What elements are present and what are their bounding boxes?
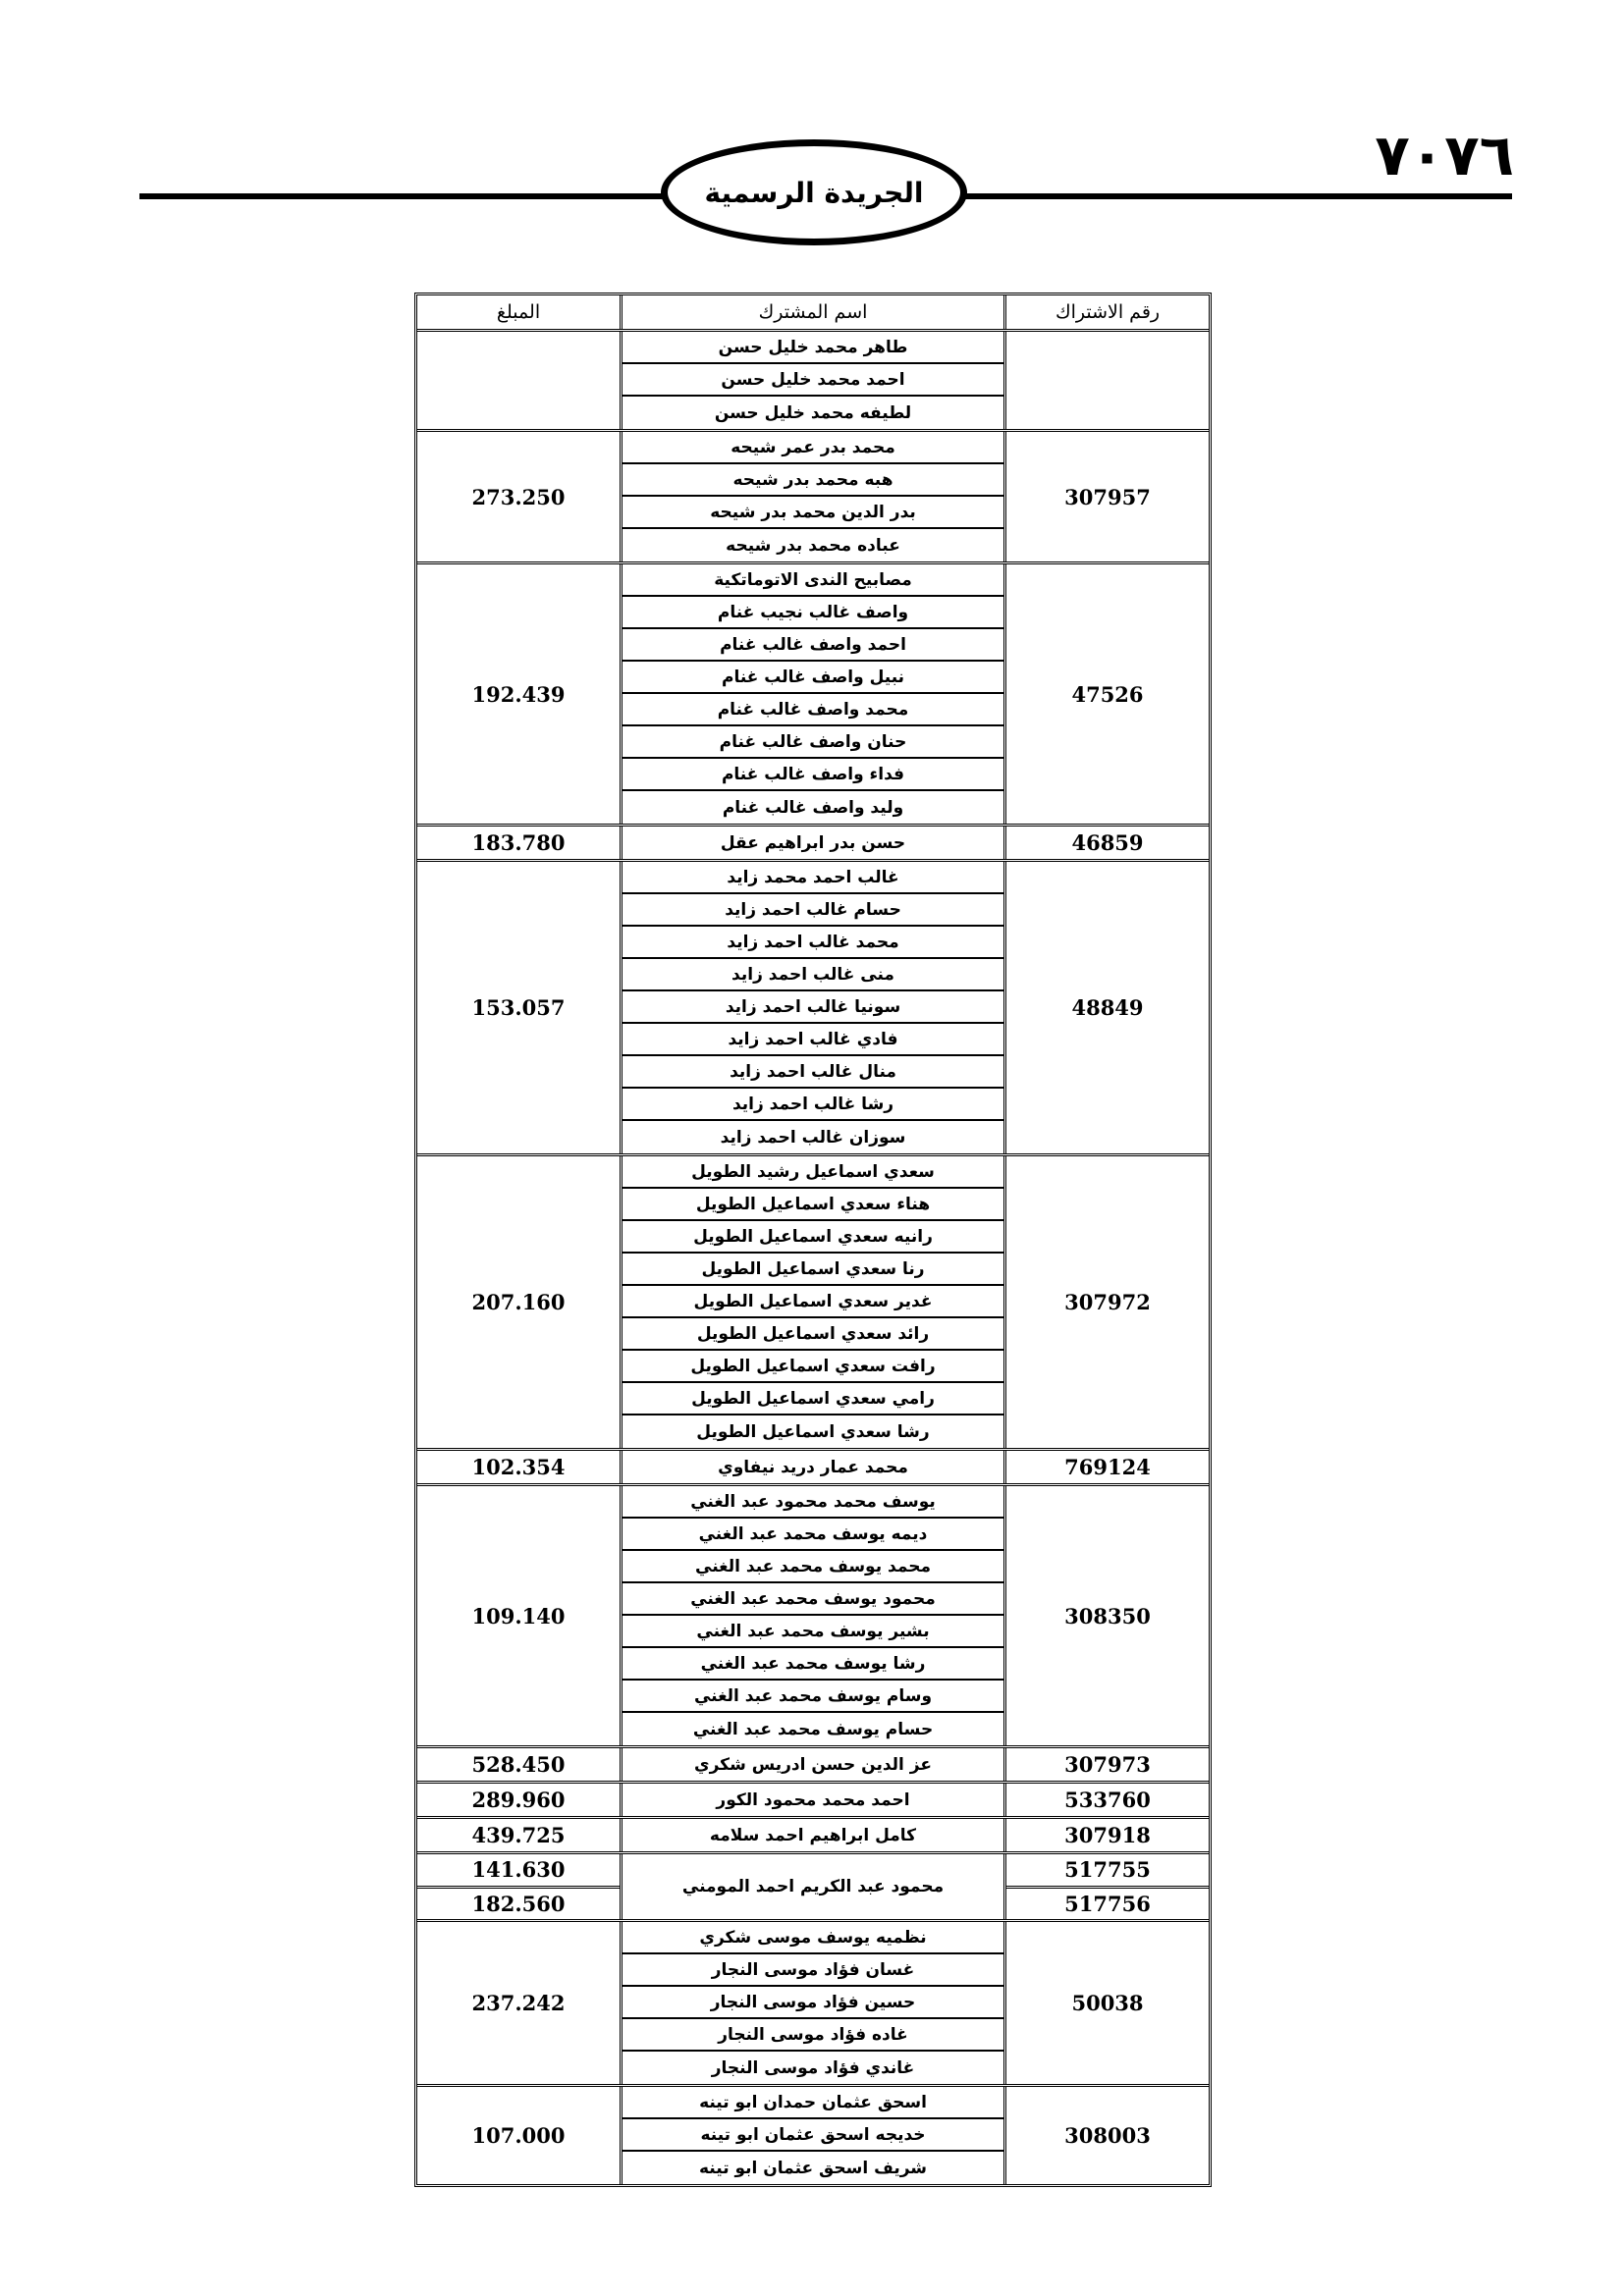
subscriber-name: احمد محمد خليل حسن [623,364,1003,397]
subscriber-name: عباده محمد بدر شيحه [726,535,900,556]
subscriber-name: نظميه يوسف موسى شكري [623,1922,1003,1954]
subscriber-names [620,1748,1006,1781]
subscriber-name: محمد يوسف محمد عبد الغني [623,1551,1003,1583]
amount: 102.354 [471,1455,566,1479]
subscriber-name: يوسف محمد محمود عبد الغني [623,1486,1003,1519]
subscription-number: 47526 [1071,681,1144,707]
header-subscription-number: رقم الاشتراك [1055,301,1161,323]
subscription-number: 307957 [1064,484,1151,509]
subscriber-name: خديجه اسحق عثمان ابو تينه [623,2119,1003,2152]
subscriber-name: بشير يوسف محمد عبد الغني [623,1616,1003,1648]
subscriber-name: حسام غالب احمد زايد [623,894,1003,927]
subscriber-name: لطيفه محمد خليل حسن [714,402,912,423]
subscribers-table [414,293,1212,2187]
subscription-number: 46859 [1071,830,1144,855]
subscriber-name: رانيه سعدي اسماعيل الطويل [623,1221,1003,1254]
subscriber-name: سعدي اسماعيل رشيد الطويل [623,1156,1003,1189]
table-group [417,1922,1209,2087]
subscriber-name: مصابيح الندى الاتوماتكية [623,564,1003,597]
subscriber-name: هبه محمد بدر شيحه [623,464,1003,497]
subscription-number: 308350 [1064,1603,1151,1629]
subscriber-name: وليد واصف غالب غنام [722,797,904,818]
subscriber-name: حنان واصف غالب غنام [623,726,1003,759]
table-group [417,332,1209,432]
subscriber-name: منى غالب احمد زايد [623,959,1003,991]
subscriber-name: رافت سعدي اسماعيل الطويل [623,1351,1003,1383]
amount: 273.250 [471,484,566,509]
subscriber-names [620,432,1006,561]
subscriber-names [620,1854,1006,1919]
table-header [417,295,1209,332]
subscriber-name: سوزان غالب احمد زايد [720,1127,906,1148]
subscriber-names [620,1819,1006,1851]
subscriber-name: طاهر محمد خليل حسن [623,332,1003,364]
subscriber-name: فداء واصف غالب غنام [623,759,1003,791]
amount: 207.160 [471,1290,566,1314]
subscription-number: 769124 [1064,1455,1151,1479]
subscriber-names [620,332,1006,429]
subscriber-name: غاده فؤاد موسى النجار [623,2019,1003,2052]
subscription-number: 50038 [1071,1991,1144,2015]
table-group [417,1784,1209,1819]
subscriber-name: محمد بدر عمر شيحه [623,432,1003,464]
subscriber-names [620,2087,1006,2184]
subscriber-name: غدير سعدي اسماعيل الطويل [623,1286,1003,1318]
subscriber-name: احمد واصف غالب غنام [623,629,1003,662]
subscriber-name: رامي سعدي اسماعيل الطويل [623,1383,1003,1415]
subscriber-name: اسحق عثمان حمدان ابو تينه [623,2087,1003,2119]
subscriber-name: كامل ابراهيم احمد سلامه [709,1825,917,1845]
table-group [417,1748,1209,1784]
subscriber-names [620,564,1006,824]
subscription-number: 517756 [1064,1891,1151,1916]
subscription-number: 517755 [1006,1854,1209,1889]
subscriber-name: محمود يوسف محمد عبد الغني [623,1583,1003,1616]
subscriber-name: عز الدين حسن ادريس شكري [694,1754,932,1775]
amount: 107.000 [471,2123,566,2148]
table-group [417,1854,1209,1922]
subscriber-name: رائد سعدي اسماعيل الطويل [623,1318,1003,1351]
subscriber-name: احمد محمد محمود الكور [716,1789,910,1810]
header-amount: المبلغ [496,301,541,323]
table-group [417,827,1209,862]
subscriber-name: غسان فؤاد موسى النجار [623,1954,1003,1987]
table-group [417,1819,1209,1854]
table-group [417,432,1209,564]
table-group [417,1156,1209,1451]
subscriber-name: واصف غالب نجيب غنام [623,597,1003,629]
amount: 289.960 [471,1788,566,1812]
subscriber-name: رشا يوسف محمد عبد الغني [623,1648,1003,1681]
subscriber-names [620,1451,1006,1483]
subscriber-name: رنا سعدي اسماعيل الطويل [623,1254,1003,1286]
amount: 237.242 [471,1991,566,2015]
page-number: ٧٠٧٦ [1375,122,1514,188]
table-group [417,1486,1209,1748]
subscriber-name: بدر الدين محمد بدر شيحه [623,497,1003,529]
subscriber-name: شريف اسحق عثمان ابو تينه [699,2158,927,2178]
subscription-number: 307918 [1064,1823,1151,1847]
subscriber-name: محمد غالب احمد زايد [623,927,1003,959]
amount: 439.725 [471,1823,566,1847]
subscriber-name: محمود عبد الكريم احمد المومني [681,1877,945,1896]
gazette-title: الجريدة الرسمية [704,176,924,209]
subscriber-name: منال غالب احمد زايد [623,1056,1003,1089]
table-group [417,2087,1209,2184]
subscriber-name: رشا غالب احمد زايد [623,1089,1003,1121]
subscriber-names [620,1486,1006,1745]
subscriber-names [620,1784,1006,1816]
subscriber-name: سونيا غالب احمد زايد [623,991,1003,1024]
amount: 182.560 [471,1891,566,1916]
subscriber-name: حسام يوسف محمد عبد الغني [692,1719,934,1739]
table-group [417,1451,1209,1486]
table-group [417,564,1209,827]
subscriber-names [620,1156,1006,1448]
amount: 141.630 [417,1854,620,1889]
subscriber-name: غاندي فؤاد موسى النجار [711,2057,915,2078]
subscriber-name: محمد عمار دريد نيفاوي [718,1457,908,1477]
table-body [417,332,1209,2184]
subscription-number: 307972 [1064,1290,1151,1314]
subscriber-name: ديمه يوسف محمد عبد الغني [623,1519,1003,1551]
table-group [417,862,1209,1156]
subscriber-names [620,1922,1006,2084]
amount: 183.780 [471,830,566,855]
gazette-title-oval [661,139,967,245]
amount: 109.140 [471,1603,566,1629]
subscription-number: 533760 [1064,1788,1151,1812]
subscription-numbers [1006,1854,1209,1919]
subscriber-name: فادي غالب احمد زايد [623,1024,1003,1056]
amounts [417,1854,620,1919]
subscription-number: 308003 [1064,2123,1151,2148]
subscription-number: 307973 [1064,1752,1151,1777]
subscription-number: 48849 [1071,995,1144,1020]
subscriber-name: حسين فؤاد موسى النجار [623,1987,1003,2019]
subscriber-name: نبيل واصف غالب غنام [623,662,1003,694]
subscriber-names [620,862,1006,1153]
header-subscriber-name: اسم المشترك [620,295,1006,329]
amount: 192.439 [471,681,566,707]
amount [417,332,620,429]
subscriber-name: محمد واصف غالب غنام [623,694,1003,726]
amount: 528.450 [471,1752,566,1777]
subscriber-name: رشا سعدي اسماعيل الطويل [696,1421,930,1442]
subscriber-name: غالب احمد محمد زايد [623,862,1003,894]
subscriber-name: وسام يوسف محمد عبد الغني [623,1681,1003,1713]
subscriber-names [620,827,1006,859]
subscription-number [1006,332,1209,429]
subscriber-name: هناء سعدي اسماعيل الطويل [623,1189,1003,1221]
subscriber-name: حسن بدر ابراهيم عقل [720,832,906,853]
amount: 153.057 [471,995,566,1020]
